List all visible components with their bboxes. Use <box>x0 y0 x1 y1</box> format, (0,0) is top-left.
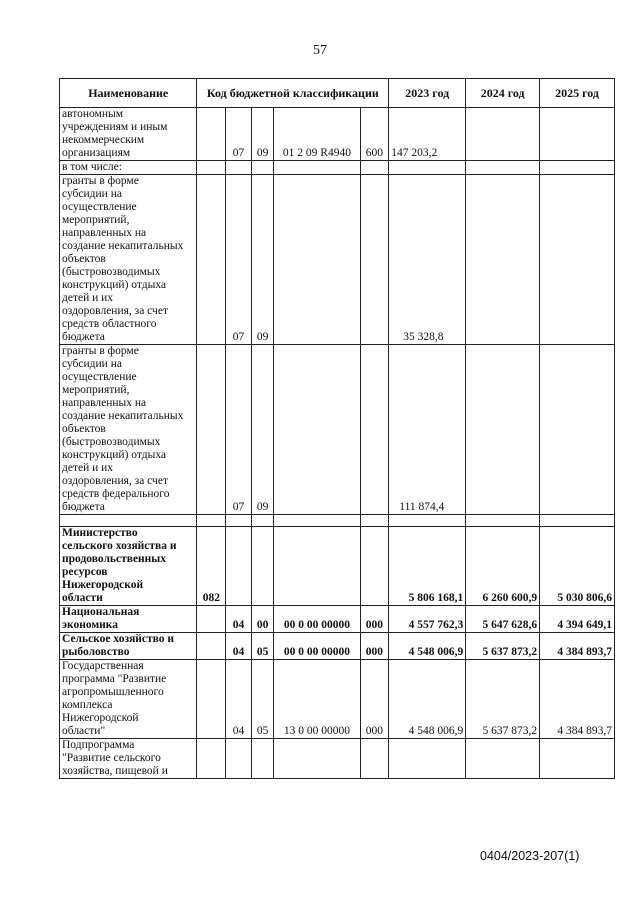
value-2025 <box>540 161 615 175</box>
value-2025 <box>540 108 615 161</box>
row-name: гранты в форме субсидии на осуществление мероприятий, направленных на создание некапитальных объектов (быстровозводимых конструкций) отдыха детей и их оздоровления, за счет средств областного бюджета <box>60 175 197 345</box>
header-2025: 2025 год <box>540 79 615 108</box>
row-name <box>60 515 197 527</box>
value-2024: 5 637 873,2 <box>466 660 540 739</box>
table-row <box>60 739 615 779</box>
table-row <box>60 606 615 633</box>
code-cell <box>274 175 360 345</box>
value-2023 <box>389 515 466 527</box>
value-2025: 4 384 893,7 <box>540 660 615 739</box>
row-name: Государственная программа "Развитие агропромышленного комплекса Нижегородской области" <box>60 660 197 739</box>
value-2023: 5 806 168,1 <box>389 527 466 606</box>
value-2023: 147 203,2 <box>389 108 466 161</box>
value-2024: 5 637 873,2 <box>466 633 540 660</box>
code-cell <box>274 739 360 779</box>
code-cell <box>197 345 226 515</box>
code-cell: 082 <box>197 527 226 606</box>
value-2023: 4 548 006,9 <box>389 633 466 660</box>
code-cell <box>251 739 274 779</box>
table-row <box>60 175 615 345</box>
code-cell <box>274 161 360 175</box>
code-cell: 000 <box>360 633 389 660</box>
header-name: Наименование <box>60 79 197 108</box>
code-cell <box>197 175 226 345</box>
value-2024: 6 260 600,9 <box>466 527 540 606</box>
code-cell <box>360 515 389 527</box>
code-cell: 00 0 00 00000 <box>274 633 360 660</box>
value-2025: 5 030 806,6 <box>540 527 615 606</box>
page-number: 57 <box>313 43 327 58</box>
code-cell: 04 <box>226 606 252 633</box>
code-cell <box>197 606 226 633</box>
value-2025 <box>540 739 615 779</box>
value-2024 <box>466 345 540 515</box>
code-cell: 600 <box>360 108 389 161</box>
code-cell <box>251 515 274 527</box>
code-cell <box>274 527 360 606</box>
code-cell: 13 0 00 00000 <box>274 660 360 739</box>
table-row <box>60 161 615 175</box>
value-2023: 4 557 762,3 <box>389 606 466 633</box>
code-cell: 000 <box>360 660 389 739</box>
row-name: Национальная экономика <box>60 606 197 633</box>
code-cell <box>226 527 252 606</box>
code-cell: 04 <box>226 660 252 739</box>
header-2024: 2024 год <box>466 79 540 108</box>
table-row <box>60 108 615 161</box>
code-cell: 05 <box>251 660 274 739</box>
table-header-row <box>60 79 615 108</box>
code-cell <box>360 161 389 175</box>
value-2025 <box>540 515 615 527</box>
code-cell: 07 <box>226 108 252 161</box>
value-2024 <box>466 175 540 345</box>
row-name: автономным учреждениям и иным некоммерческим организациям <box>60 108 197 161</box>
code-cell <box>197 633 226 660</box>
code-cell <box>251 161 274 175</box>
header-code: Код бюджетной классификации <box>197 79 389 108</box>
code-cell: 00 0 00 00000 <box>274 606 360 633</box>
code-cell: 07 <box>226 175 252 345</box>
code-cell <box>197 739 226 779</box>
code-cell: 000 <box>360 606 389 633</box>
value-2023: 35 328,8 <box>389 175 466 345</box>
budget-table <box>59 78 615 779</box>
code-cell: 07 <box>226 345 252 515</box>
code-cell: 01 2 09 R4940 <box>274 108 360 161</box>
table-row <box>60 345 615 515</box>
value-2025: 4 394 649,1 <box>540 606 615 633</box>
value-2023 <box>389 739 466 779</box>
code-cell <box>226 739 252 779</box>
code-cell <box>274 515 360 527</box>
row-name: гранты в форме субсидии на осуществление мероприятий, направленных на создание некапитальных объектов (быстровозводимых конструкций) отдыха детей и их оздоровления, за счет средств федерального бюджета <box>60 345 197 515</box>
value-2025: 4 384 893,7 <box>540 633 615 660</box>
value-2023: 111 874,4 <box>389 345 466 515</box>
code-cell <box>360 739 389 779</box>
row-name: Подпрограмма "Развитие сельского хозяйства, пищевой и <box>60 739 197 779</box>
row-name: в том числе: <box>60 161 197 175</box>
code-cell <box>197 660 226 739</box>
code-cell <box>197 161 226 175</box>
code-cell: 09 <box>251 108 274 161</box>
code-cell: 09 <box>251 175 274 345</box>
code-cell <box>226 515 252 527</box>
table-row <box>60 633 615 660</box>
code-cell <box>197 515 226 527</box>
code-cell <box>360 345 389 515</box>
value-2023 <box>389 161 466 175</box>
document-code: 0404/2023-207(1) <box>480 849 580 863</box>
code-cell <box>251 527 274 606</box>
code-cell <box>197 108 226 161</box>
row-name: Министерство сельского хозяйства и продовольственных ресурсов Нижегородской области <box>60 527 197 606</box>
value-2023: 4 548 006,9 <box>389 660 466 739</box>
code-cell <box>226 161 252 175</box>
value-2025 <box>540 175 615 345</box>
code-cell <box>360 527 389 606</box>
code-cell: 04 <box>226 633 252 660</box>
code-cell: 00 <box>251 606 274 633</box>
value-2024 <box>466 161 540 175</box>
table-row <box>60 660 615 739</box>
code-cell <box>274 345 360 515</box>
code-cell <box>360 175 389 345</box>
row-name: Сельское хозяйство и рыболовство <box>60 633 197 660</box>
value-2024 <box>466 108 540 161</box>
code-cell: 05 <box>251 633 274 660</box>
value-2024 <box>466 515 540 527</box>
value-2024 <box>466 739 540 779</box>
header-2023: 2023 год <box>389 79 466 108</box>
value-2024: 5 647 628,6 <box>466 606 540 633</box>
table-row <box>60 527 615 606</box>
table-row <box>60 515 615 527</box>
value-2025 <box>540 345 615 515</box>
code-cell: 09 <box>251 345 274 515</box>
